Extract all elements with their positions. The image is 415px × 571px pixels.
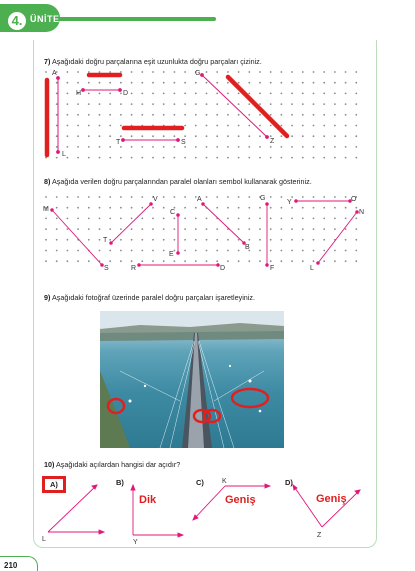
label-S: S (181, 139, 186, 146)
label-H: H (76, 90, 82, 97)
label-Z: Z (270, 138, 275, 145)
label-B: B (245, 244, 250, 251)
unit-word: ÜNİTE (30, 14, 60, 24)
handwritten-d-answer: Geniş (316, 493, 347, 505)
label-C: C (170, 209, 176, 216)
option-d-label[interactable]: D) (285, 478, 293, 487)
vertex-label-L: L (42, 536, 46, 543)
option-c-label[interactable]: C) (196, 478, 204, 487)
question-7-number: 7) (44, 57, 51, 66)
vertex-label-Z: Z (317, 532, 322, 539)
question-8-number: 8) (44, 177, 51, 186)
label-G: G (195, 70, 201, 77)
unit-number: 4. (6, 10, 28, 32)
question-9-number: 9) (44, 293, 51, 302)
label-E: E (169, 251, 174, 258)
handwritten-c-answer: Geniş (225, 494, 256, 506)
question-10-number: 10) (44, 460, 55, 469)
question-9-text: Aşağıdaki fotoğraf üzerinde paralel doğru parçaları işaretleyiniz. (52, 293, 255, 302)
label-T: T (116, 139, 121, 146)
question-8-text: Aşağıda verilen doğru parçalarından paralel olanları sembol kullanarak gösteriniz. (52, 177, 312, 186)
label-L: L (310, 265, 314, 272)
page-number: 210 (4, 561, 18, 570)
label-V: V (153, 196, 158, 203)
label-R: R (131, 265, 137, 272)
handwritten-b-answer: Dik (139, 494, 157, 506)
angle-a-ray-1 (48, 485, 97, 532)
label-T: T (103, 237, 108, 244)
question-7-text: Aşağıdaki doğru parçalarına eşit uzunlukta doğru parçaları çiziniz. (52, 57, 262, 66)
option-b-label[interactable]: B) (116, 478, 124, 487)
label-N: N (359, 209, 365, 216)
angle-d-ray-1 (293, 485, 322, 527)
question-10-text: Aşağıdaki açılardan hangisi dar açıdır? (56, 460, 181, 469)
label-S: S (104, 265, 109, 272)
label-F: F (270, 265, 275, 272)
vertex-label-K: K (222, 478, 227, 485)
label-A: A (52, 70, 57, 77)
label-A: A (197, 196, 202, 203)
label-L: L (62, 151, 66, 158)
option-a-label[interactable]: A) (42, 476, 66, 493)
label-M: M (43, 206, 49, 213)
label-O: O (351, 196, 357, 203)
label-Y: Y (287, 199, 292, 206)
vertex-label-Y: Y (133, 539, 138, 546)
label-D: D (123, 90, 129, 97)
label-D: D (220, 265, 226, 272)
label-G: G (260, 195, 266, 202)
angle-c-ray-2 (193, 486, 225, 520)
